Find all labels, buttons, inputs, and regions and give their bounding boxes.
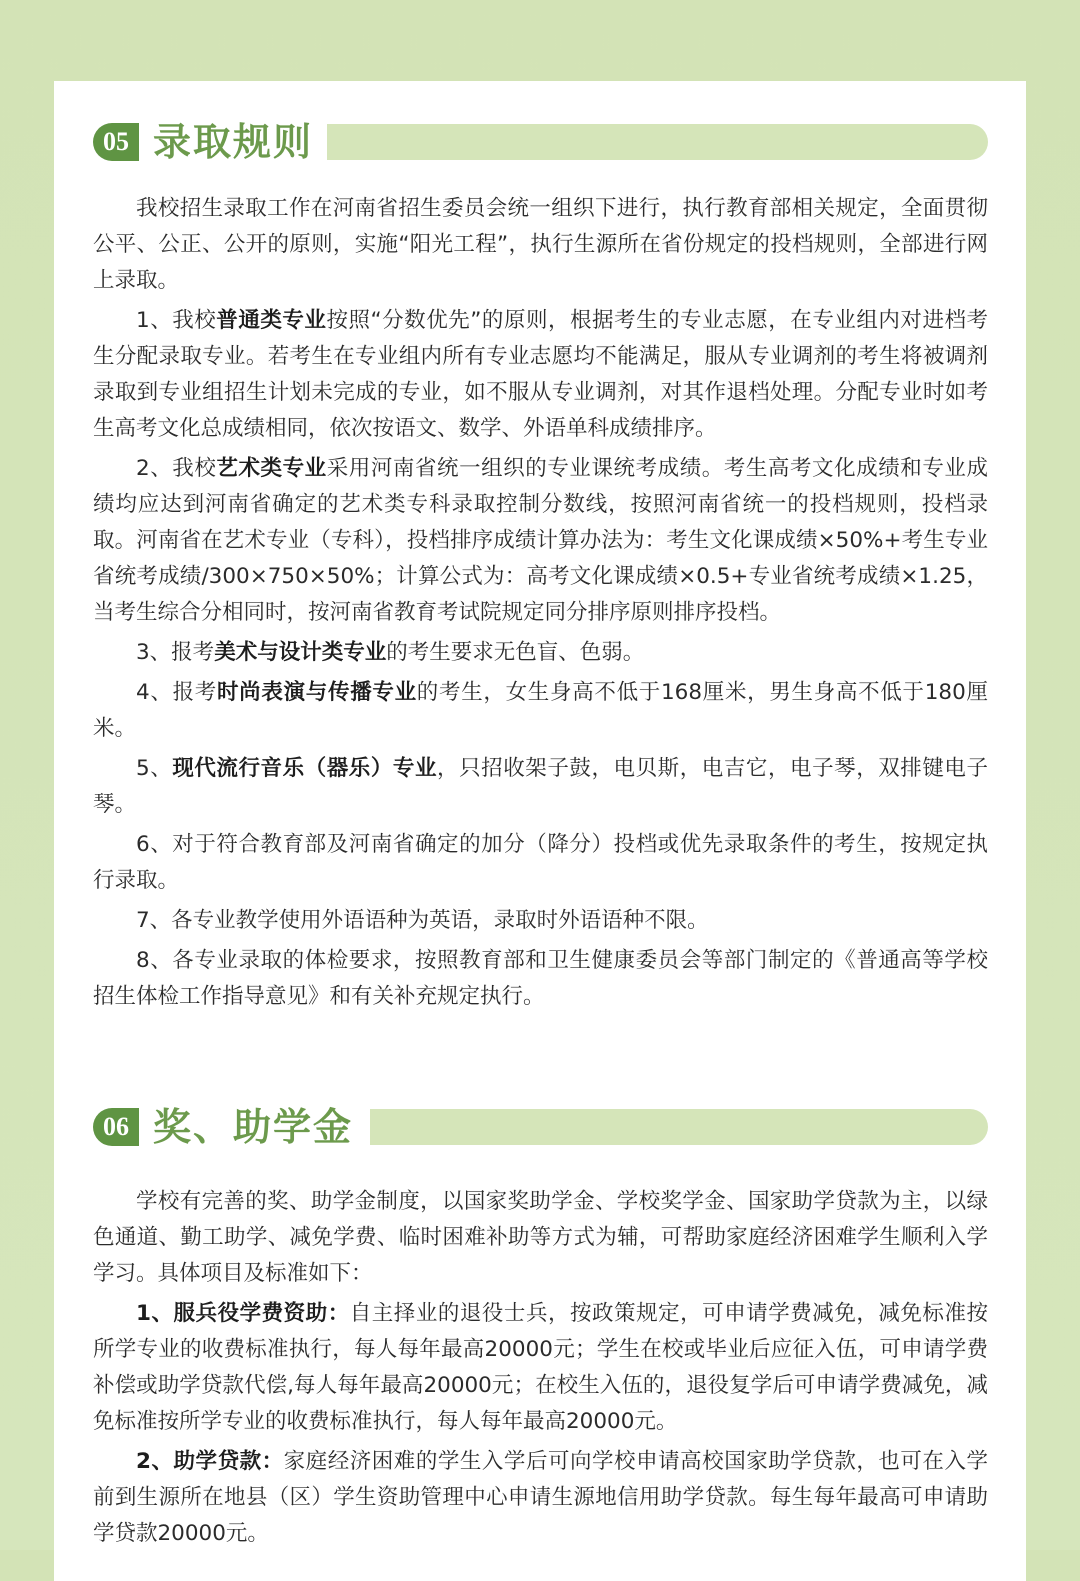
text: 1、我校: [136, 308, 217, 333]
text: 按照“分数优先”的原则，根据考生的专业志愿，在专业组内对进档考生分配录取专业。若考生在专业组内所有专业志愿均不能满足，服从专业调剂的考生将被调剂录取到专业组招生计划未完成的专业，如不服从专业调剂，对其作退档处理。分配专业时如考生高考文化总成绩相同，依次按语文、数学、外语单科成绩排序。: [93, 308, 988, 441]
paragraph: [93, 751, 988, 823]
section-number-badge: 05: [93, 123, 139, 161]
bold-text: 美术与设计类专业: [214, 640, 387, 665]
decorative-bar: [327, 124, 988, 160]
decorative-bar: [370, 1109, 988, 1145]
text: 采用河南省统一组织的专业课统考成绩。考生高考文化成绩和专业成绩均应达到河南省确定的艺术类专科录取控制分数线，按照河南省统一的投档规则，投档录取。河南省在艺术专业（专科），投档排序成绩计算办法为：考生文化课成绩×50%+考生专业省统考成绩/300×750×50%；计算公式为：高考文化课成绩×0.5+专业省统考成绩×1.25，当考生综合分相同时，按河南省教育考试院规定同分排序原则排序投档。: [93, 456, 988, 625]
bold-text: 1、服兵役学费资助：: [136, 1301, 350, 1326]
text: 的考生要求无色盲、色弱。: [386, 640, 645, 665]
text: 3、报考: [136, 640, 215, 665]
paragraph: 8、各专业录取的体检要求，按照教育部和卫生健康委员会等部门制定的《普通高等学校招生体检工作指导意见》和有关补充规定执行。: [93, 948, 988, 1009]
paragraph: 学校有完善的奖、助学金制度，以国家奖助学金、学校奖学金、国家助学贷款为主，以绿色通道、勤工助学、减免学费、临时困难补助等方式为辅，可帮助家庭经济困难学生顺利入学学习。具体项目及标准如下：: [93, 1189, 988, 1286]
bold-text: 2、助学贷款：: [136, 1449, 284, 1474]
paragraph: [93, 1296, 988, 1440]
bold-text: 现代流行音乐（器乐）专业: [172, 756, 438, 781]
text: 4、报考: [136, 680, 217, 705]
paragraph: [93, 1444, 988, 1552]
paragraph: [93, 675, 988, 747]
section-header-05: [93, 120, 988, 164]
section-title: 奖、助学金: [153, 1105, 354, 1149]
section-06-body: [93, 1184, 988, 1556]
paragraph: [93, 303, 988, 447]
text: 2、我校: [136, 456, 217, 481]
paragraph: 7、各专业教学使用外语语种为英语，录取时外语语种不限。: [136, 908, 709, 933]
paragraph: 我校招生录取工作在河南省招生委员会统一组织下进行，执行教育部相关规定，全面贯彻公平、公正、公开的原则，实施“阳光工程”，执行生源所在省份规定的投档规则，全部进行网上录取。: [93, 196, 988, 293]
text: 家庭经济困难的学生入学后可向学校申请高校国家助学贷款，也可在入学前到生源所在地县（区）学生资助管理中心申请生源地信用助学贷款。每生每年最高可申请助学贷款20000元。: [93, 1449, 988, 1546]
section-number-badge: 06: [93, 1108, 139, 1146]
section-title: 录取规则: [153, 120, 314, 164]
text: 的考生，女生身高不低于168厘米，男生身高不低于180厘米。: [93, 680, 988, 741]
bold-text: 普通类专业: [216, 308, 327, 333]
paragraph: [93, 451, 988, 631]
paragraph: [93, 635, 988, 671]
paragraph: 6、对于符合教育部及河南省确定的加分（降分）投档或优先录取条件的考生，按规定执行录取。: [93, 832, 988, 893]
text: ，只招收架子鼓，电贝斯，电吉它，电子琴，双排键电子琴。: [93, 756, 988, 817]
section-05-body: [93, 191, 988, 1019]
text: 自主择业的退役士兵，按政策规定，可申请学费减免，减免标准按所学专业的收费标准执行，每人每年最高20000元；学生在校或毕业后应征入伍，可申请学费补偿或助学贷款代偿,每人每年最高20000元；在校生入伍的，退役复学后可申请学费减免，减免标准按所学专业的收费标准执行，每人每年最高20000元。: [93, 1301, 988, 1434]
text: 5、: [136, 756, 173, 781]
bold-text: 艺术类专业: [216, 456, 327, 481]
bold-text: 时尚表演与传播专业: [216, 680, 417, 705]
section-header-06: [93, 1105, 988, 1149]
